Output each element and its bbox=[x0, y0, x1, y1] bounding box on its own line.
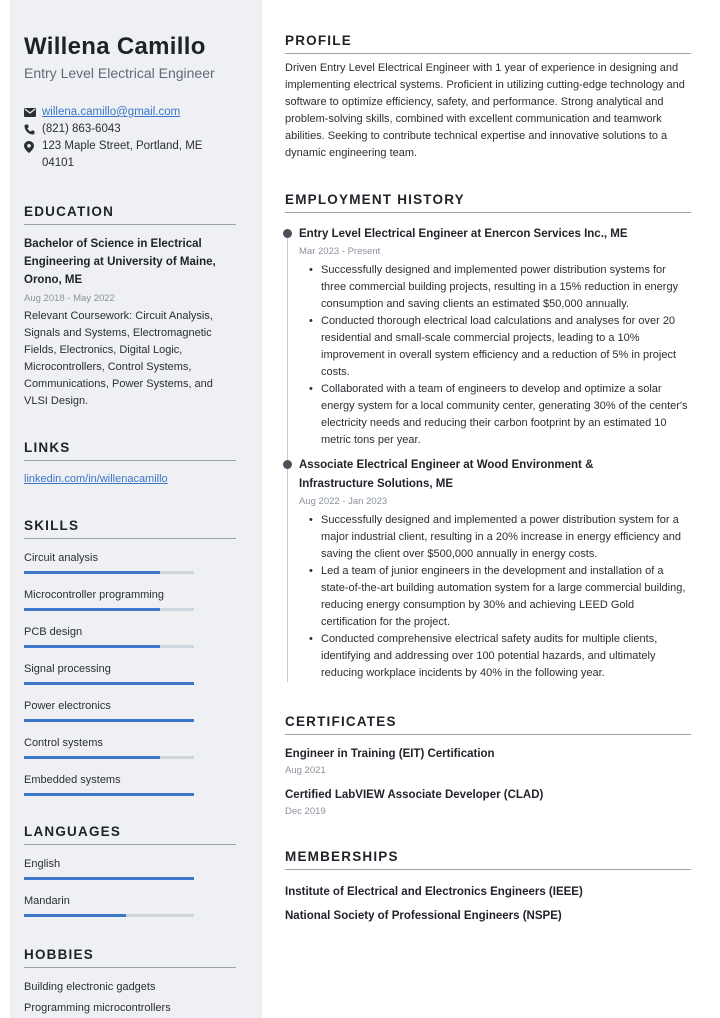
timeline-dot bbox=[283, 229, 292, 238]
skill-level-bar bbox=[24, 756, 194, 759]
certificate-date: Dec 2019 bbox=[285, 806, 326, 817]
skill-level-fill bbox=[24, 571, 160, 574]
skill-level-fill bbox=[24, 719, 194, 722]
education-degree: Bachelor of Science in Electrical Engineering at University of Maine, Orono, ME bbox=[24, 238, 216, 286]
language-level-bar bbox=[24, 914, 194, 917]
profile-section bbox=[285, 33, 691, 162]
education-dates: Aug 2018 - May 2022 bbox=[24, 293, 115, 304]
profile-text: Driven Entry Level Electrical Engineer with 1 year of experience in designing and implementing electrical systems. Proficient in utilizing cutting-edge technology and software to optimize efficiency, safety, and performance. Strong analytical and problem-solving skills, combined with excellent communication and teamwork abilities. Seeking to contribute technical expertise and innovative solutions to a dynamic engineering team. bbox=[285, 62, 685, 159]
languages-heading: LANGUAGES bbox=[24, 824, 236, 845]
employment-timeline bbox=[285, 225, 691, 682]
timeline-line bbox=[287, 233, 288, 682]
sidebar bbox=[10, 0, 262, 1018]
job-bullet: • Conducted comprehensive electrical safety audits for multiple clients, identifying and addressing over 100 potential hazards, and ultimately reducing workplace incidents by 40% in the following year. bbox=[309, 631, 691, 682]
contact-address-row bbox=[24, 138, 248, 172]
main-content bbox=[285, 0, 691, 928]
language-level-fill bbox=[24, 914, 126, 917]
language-label: Mandarin bbox=[24, 895, 70, 907]
skill-item bbox=[24, 550, 194, 574]
email-link[interactable]: willena.camillo@gmail.com bbox=[42, 106, 181, 118]
job-bullet: • Led a team of junior engineers in the development and installation of a state-of-the-art building automation system for a large commercial building, reducing energy consumption by 30% and achieving LEED Gold certification for the project. bbox=[309, 563, 691, 631]
memberships-heading: MEMBERSHIPS bbox=[285, 849, 691, 870]
profile-heading: PROFILE bbox=[285, 33, 691, 54]
skill-label: Microcontroller programming bbox=[24, 589, 164, 601]
links-heading: LINKS bbox=[24, 440, 236, 461]
hobbies-section bbox=[24, 947, 248, 1018]
skills-section bbox=[24, 518, 248, 796]
language-label: English bbox=[24, 858, 61, 870]
certificate-title: Engineer in Training (EIT) Certification bbox=[285, 748, 495, 760]
linkedin-link[interactable]: linkedin.com/in/willenacamillo bbox=[24, 473, 168, 485]
job-title: Entry Level Electrical Engineer at Enercon Services Inc., ME bbox=[299, 228, 628, 240]
envelope-icon bbox=[24, 104, 42, 121]
skills-heading: SKILLS bbox=[24, 518, 236, 539]
certificate-item bbox=[285, 786, 691, 819]
education-coursework: Relevant Coursework: Circuit Analysis, Signals and Systems, Electromagnetic Fields, Electronics, Digital Logic, Microcontrollers, Control Systems, Communications, Power Systems, and VLSI Design. bbox=[24, 310, 213, 407]
links-section bbox=[24, 440, 248, 488]
skill-level-bar bbox=[24, 719, 194, 722]
job-bullet: • Conducted thorough electrical load calculations and analyses for over 20 residential and small-scale commercial projects, leading to a 10% improvement in overall system efficiency and a reduction of 5% in project costs. bbox=[309, 313, 691, 381]
language-level-bar bbox=[24, 877, 194, 880]
phone-icon bbox=[24, 121, 42, 138]
language-item bbox=[24, 893, 194, 917]
employment-section bbox=[285, 192, 691, 682]
map-pin-icon bbox=[24, 138, 42, 155]
hobby-item: Programming microcontrollers bbox=[24, 1002, 171, 1014]
certificate-title: Certified LabVIEW Associate Developer (CLAD) bbox=[285, 789, 544, 801]
skill-level-bar bbox=[24, 793, 194, 796]
certificate-date: Aug 2021 bbox=[285, 765, 326, 776]
skill-item bbox=[24, 772, 194, 796]
language-item bbox=[24, 856, 194, 880]
job-bullet: • Successfully designed and implemented power distribution systems for three commercial building projects, resulting in a 15% reduction in energy consumption and saving clients an estimated $50,000 annually. bbox=[309, 262, 691, 313]
job-title: Associate Electrical Engineer at Wood Environment & Infrastructure Solutions, ME bbox=[299, 459, 594, 490]
skill-label: Control systems bbox=[24, 737, 103, 749]
address: 123 Maple Street, Portland, ME 04101 bbox=[42, 140, 203, 169]
contact-email-row bbox=[24, 104, 248, 121]
candidate-title: Entry Level Electrical Engineer bbox=[24, 65, 215, 81]
skill-level-bar bbox=[24, 645, 194, 648]
skill-level-bar bbox=[24, 608, 194, 611]
certificate-item bbox=[285, 745, 691, 778]
job-dates: Aug 2022 - Jan 2023 bbox=[299, 496, 388, 507]
skill-item bbox=[24, 735, 194, 759]
skills-list bbox=[24, 550, 248, 796]
contact-phone-row bbox=[24, 121, 248, 138]
skill-item bbox=[24, 587, 194, 611]
skill-level-bar bbox=[24, 571, 194, 574]
skill-level-bar bbox=[24, 682, 194, 685]
certificates-section bbox=[285, 714, 691, 819]
job-bullets bbox=[309, 262, 691, 449]
membership-item: Institute of Electrical and Electronics Engineers (IEEE) bbox=[285, 886, 583, 898]
job-entry bbox=[299, 456, 691, 682]
skill-item bbox=[24, 661, 194, 685]
candidate-name: Willena Camillo bbox=[24, 33, 206, 60]
languages-list bbox=[24, 856, 248, 917]
skill-label: Power electronics bbox=[24, 700, 111, 712]
skill-level-fill bbox=[24, 793, 194, 796]
skill-label: PCB design bbox=[24, 626, 83, 638]
job-dates: Mar 2023 - Present bbox=[299, 246, 381, 257]
job-bullets bbox=[309, 512, 691, 682]
languages-section bbox=[24, 824, 248, 917]
certificates-heading: CERTIFICATES bbox=[285, 714, 691, 735]
job-bullet: • Successfully designed and implemented a power distribution system for a major industrial client, resulting in a 20% increase in energy efficiency and saving the client over $500,000 annually in energy costs. bbox=[309, 512, 691, 563]
job-entry bbox=[299, 225, 691, 449]
skill-label: Signal processing bbox=[24, 663, 111, 675]
memberships-section bbox=[285, 849, 691, 928]
employment-heading: EMPLOYMENT HISTORY bbox=[285, 192, 691, 213]
timeline-dot bbox=[283, 460, 292, 469]
contact-info bbox=[24, 104, 248, 172]
skill-level-fill bbox=[24, 645, 160, 648]
education-section bbox=[24, 204, 248, 410]
hobby-item: Building electronic gadgets bbox=[24, 981, 156, 993]
education-heading: EDUCATION bbox=[24, 204, 236, 225]
phone-number: (821) 863-6043 bbox=[42, 123, 121, 135]
language-level-fill bbox=[24, 877, 194, 880]
skill-label: Embedded systems bbox=[24, 774, 121, 786]
skill-item bbox=[24, 624, 194, 648]
skill-label: Circuit analysis bbox=[24, 552, 98, 564]
hobbies-heading: HOBBIES bbox=[24, 947, 236, 968]
skill-level-fill bbox=[24, 682, 194, 685]
skill-item bbox=[24, 698, 194, 722]
skill-level-fill bbox=[24, 608, 160, 611]
membership-item: National Society of Professional Engineers (NSPE) bbox=[285, 910, 562, 922]
job-bullet: • Collaborated with a team of engineers to develop and optimize a solar energy system for a local community center, generating 30% of the center's electricity needs and reducing their carbon footprint by an estimated 10 metric tons per year. bbox=[309, 381, 691, 449]
skill-level-fill bbox=[24, 756, 160, 759]
